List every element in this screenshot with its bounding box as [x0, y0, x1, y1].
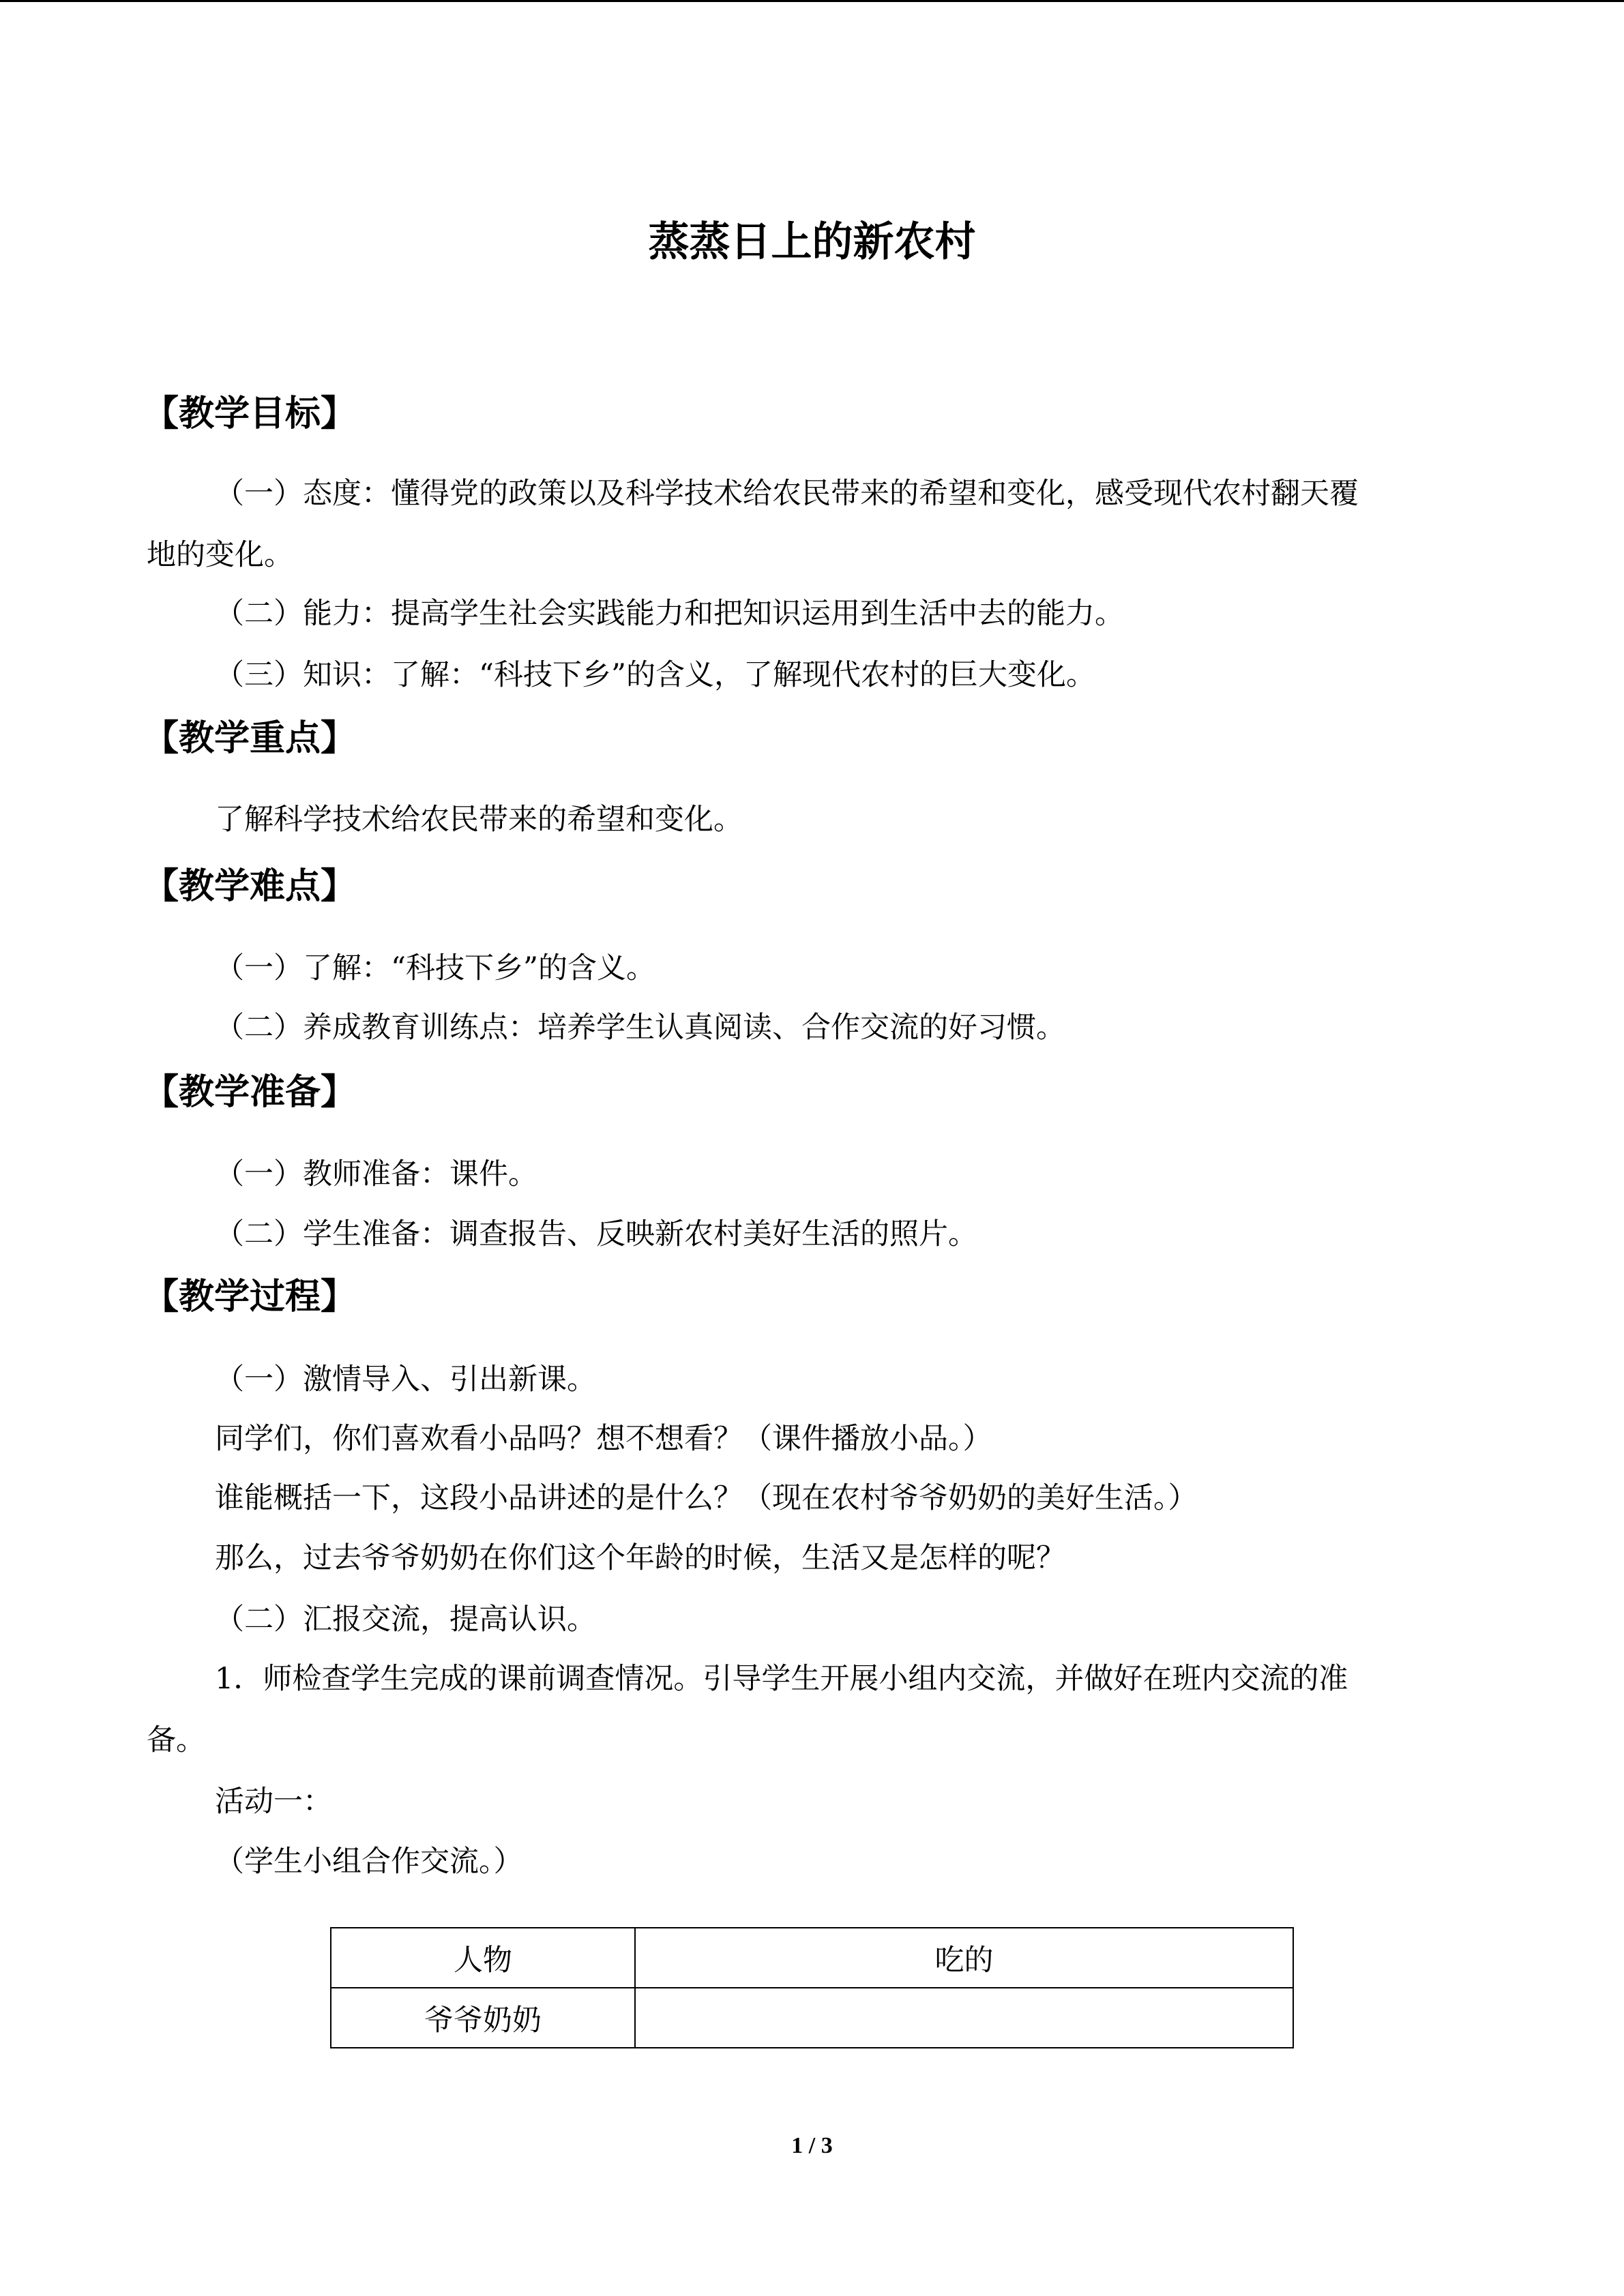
goals-paragraph-3: （三）知识：了解：“科技下乡”的含义，了解现代农村的巨大变化。 — [215, 658, 1095, 692]
process-paragraph-2: 同学们，你们喜欢看小品吗？想不想看？（课件播放小品。） — [215, 1422, 992, 1456]
heading-teaching-focus: 【教学重点】 — [143, 718, 357, 759]
table-header-cell: 人物 — [331, 1928, 635, 1988]
process-paragraph-8: （学生小组合作交流。） — [215, 1845, 523, 1879]
preparation-paragraph-1: （一）教师准备：课件。 — [215, 1157, 537, 1191]
page-number: 1 / 3 — [791, 2133, 833, 2158]
focus-paragraph-1: 了解科学技术给农民带来的希望和变化。 — [215, 803, 743, 837]
goals-paragraph-1-line-2: 地的变化。 — [147, 538, 293, 572]
table-cell — [635, 1988, 1293, 2048]
table-row — [331, 1988, 1293, 2048]
difficulty-paragraph-1: （一）了解：“科技下乡”的含义。 — [215, 951, 655, 985]
process-paragraph-6-line-2: 备。 — [147, 1723, 205, 1757]
process-paragraph-6-line-1: 1．师检查学生完成的课前调查情况。引导学生开展小组内交流，并做好在班内交流的准 — [215, 1662, 1348, 1696]
heading-teaching-goals: 【教学目标】 — [143, 393, 357, 434]
difficulty-paragraph-2: （二）养成教育训练点：培养学生认真阅读、合作交流的好习惯。 — [215, 1011, 1065, 1045]
table-header-cell: 吃的 — [635, 1928, 1293, 1988]
heading-teaching-preparation: 【教学准备】 — [143, 1072, 357, 1113]
table-header-row — [331, 1928, 1293, 1988]
process-paragraph-4: 那么，过去爷爷奶奶在你们这个年龄的时候，生活又是怎样的呢？ — [215, 1541, 1065, 1575]
preparation-paragraph-2: （二）学生准备：调查报告、反映新农村美好生活的照片。 — [215, 1217, 977, 1251]
process-paragraph-7: 活动一： — [215, 1785, 332, 1819]
process-paragraph-5: （二）汇报交流，提高认识。 — [215, 1602, 596, 1637]
goals-paragraph-1-line-1: （一）态度：懂得党的政策以及科学技术给农民带来的希望和变化，感受现代农村翻天覆 — [215, 477, 1359, 511]
activity-table — [330, 1927, 1294, 2048]
heading-teaching-difficulty: 【教学难点】 — [143, 866, 357, 907]
heading-teaching-process: 【教学过程】 — [143, 1277, 357, 1317]
table-cell: 爷爷奶奶 — [331, 1988, 635, 2048]
process-paragraph-3: 谁能概括一下，这段小品讲述的是什么？（现在农村爷爷奶奶的美好生活。） — [215, 1481, 1198, 1515]
goals-paragraph-2: （二）能力：提高学生社会实践能力和把知识运用到生活中去的能力。 — [215, 597, 1124, 631]
document-title: 蒸蒸日上的新农村 — [648, 218, 976, 266]
process-paragraph-1: （一）激情导入、引出新课。 — [215, 1362, 596, 1397]
